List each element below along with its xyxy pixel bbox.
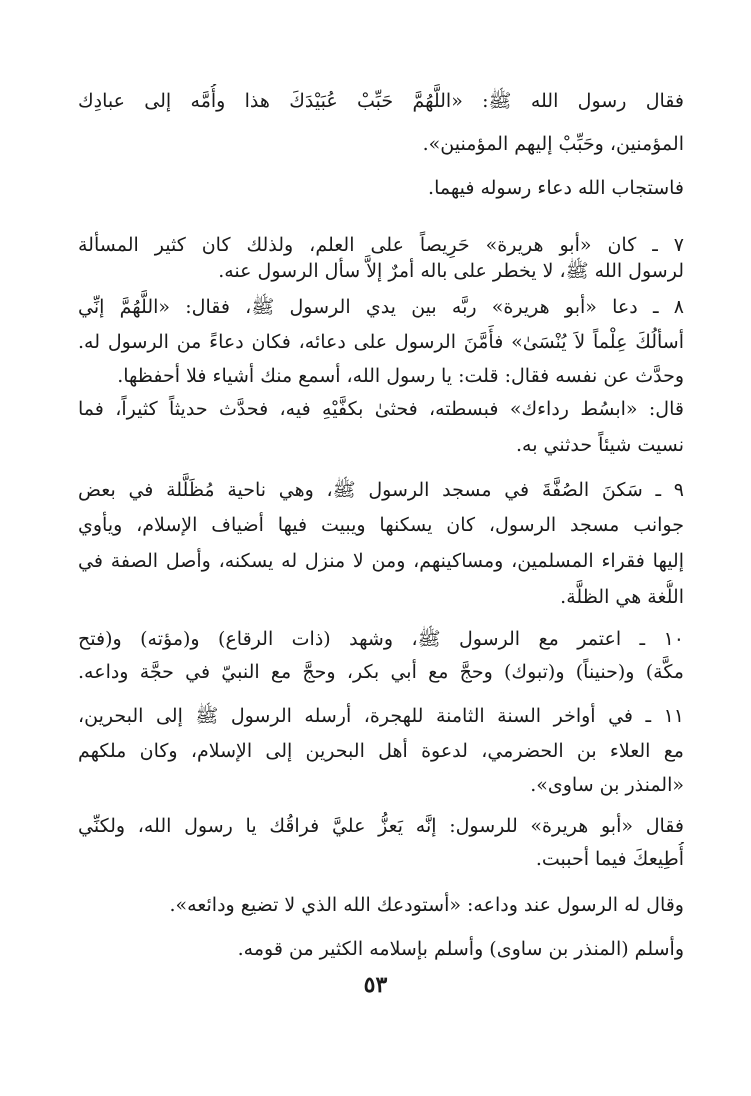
text-line: ١١ ـ في أواخر السنة الثامنة للهجرة، أرسله الرسول ﷺ إلى البحرين، xyxy=(78,705,684,727)
text-line: اللُّغة هي الظلَّة. xyxy=(560,586,684,608)
text-line: نسيت شيئاً حدثني به. xyxy=(515,434,684,456)
text-line: وقال له الرسول عند وداعه: «أستودعك الله الذي لا تضيع ودائعه». xyxy=(169,894,684,916)
text-line: أسألُكَ عِلْماً لاَ يُنْسَىٰ» فأَمَّنَ الرسول على دعائه، فكان دعاءً من الرسول له. xyxy=(78,331,684,353)
text-line: ٧ ـ كان «أبو هريرة» حَرِيصاً على العلم، ولذلك كان كثير المسألة xyxy=(78,234,684,256)
text-line: «المنذر بن ساوى». xyxy=(530,774,684,796)
text-line: فاستجاب الله دعاء رسوله فيهما. xyxy=(428,177,684,199)
text-line: وأسلم (المنذر بن ساوى) وأسلم بإسلامه الكثير من قومه. xyxy=(237,938,684,960)
text-line: أُطِيعكَ فيما أحببت. xyxy=(535,848,684,870)
text-line: لرسول الله ﷺ، لا يخطر على باله أمرٌ إلاَّ سأل الرسول عنه. xyxy=(218,260,684,282)
text-line: ٨ ـ دعا «أبو هريرة» ربَّه بين يدي الرسول ﷺ، فقال: «اللَّهُمَّ إنِّي xyxy=(78,296,684,318)
text-line: قال: «ابسُط رداءك» فبسطته، فحثىٰ بكفَّيْهِ فيه، فحدَّث حديثاً كثيراً، فما xyxy=(78,398,684,420)
text-line: ٩ ـ سَكنَ الصُفَّةَ في مسجد الرسول ﷺ، وهي ناحية مُظَلَّلة في بعض xyxy=(78,479,684,501)
text-line: مع العلاء بن الحضرمي، لدعوة أهل البحرين إلى الإسلام، وكان ملكهم xyxy=(78,740,684,762)
text-line: وحدَّث عن نفسه فقال: قلت: يا رسول الله، أسمع منك أشياء فلا أحفظها. xyxy=(117,365,684,387)
text-line: ١٠ ـ اعتمر مع الرسول ﷺ، وشهد (ذات الرقاع) و(مؤته) و(فتح xyxy=(78,628,684,650)
text-line: إليها فقراء المسلمين، ومساكينهم، ومن لا منزل له يسكنه، وأصل الصفة في xyxy=(78,550,684,572)
page-number: ٥٣ xyxy=(363,972,388,998)
text-line: المؤمنين، وحَبِّبْ إليهم المؤمنين». xyxy=(422,133,684,155)
text-line: فقال رسول الله ﷺ: «اللَّهُمَّ حَبِّبْ عُبَيْدَكَ هذا وأُمَّه إلى عبادِك xyxy=(78,90,684,112)
text-line: جوانب مسجد الرسول، كان يسكنها ويبيت فيها أضياف الإسلام، ويأوي xyxy=(78,514,684,536)
text-line: مكَّة) و(حنيناً) و(تبوك) وحجَّ مع أبي بكر، وحجَّ مع النبيّ في حجَّة وداعه. xyxy=(78,661,684,683)
text-line: فقال «أبو هريرة» للرسول: إنَّه يَعزُّ عليَّ فراقُك يا رسول الله، ولكنِّي xyxy=(78,815,684,837)
